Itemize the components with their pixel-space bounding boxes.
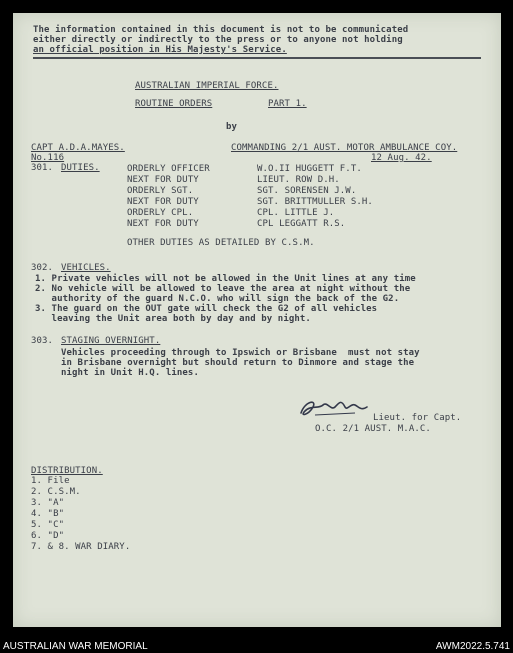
duties-number: 301. bbox=[31, 163, 54, 173]
staging-heading: STAGING OVERNIGHT. bbox=[61, 336, 161, 346]
staging-number: 303. bbox=[31, 336, 54, 346]
order-number: No.116 bbox=[31, 153, 65, 163]
duty-role: ORDERLY SGT. bbox=[127, 186, 194, 196]
duty-person: CPL LEGGATT R.S. bbox=[257, 219, 346, 229]
staging-line: night in Unit H.Q. lines. bbox=[61, 368, 199, 378]
notice-line-1: The information contained in this document is not to be communicated bbox=[33, 25, 409, 35]
vehicles-line: 2. No vehicle will be allowed to leave the area at night without the bbox=[35, 284, 411, 294]
duty-role: NEXT FOR DUTY bbox=[127, 197, 199, 207]
distribution-item: 4. "B" bbox=[31, 509, 65, 519]
staging-line: Vehicles proceeding through to Ipswich or Brisbane must not stay bbox=[61, 348, 420, 358]
duties-heading: DUTIES. bbox=[61, 163, 100, 173]
duty-role: ORDERLY OFFICER bbox=[127, 164, 210, 174]
vehicles-line: 1. Private vehicles will not be allowed in the Unit lines at any time bbox=[35, 274, 416, 284]
notice-line-3: an official position in His Majesty's Service. bbox=[33, 45, 287, 55]
document-page bbox=[13, 13, 501, 627]
distribution-item: 5. "C" bbox=[31, 520, 65, 530]
by-text: by bbox=[226, 122, 238, 132]
handwritten-signature bbox=[295, 393, 375, 423]
duty-role: NEXT FOR DUTY bbox=[127, 175, 199, 185]
notice-line-2: either directly or indirectly to the press or to anyone not holding bbox=[33, 35, 403, 45]
duty-person: CPL. LITTLE J. bbox=[257, 208, 335, 218]
vehicles-line: leaving the Unit area both by day and by night. bbox=[35, 314, 311, 324]
distribution-item: 2. C.S.M. bbox=[31, 487, 81, 497]
distribution-item: 7. & 8. WAR DIARY. bbox=[31, 542, 131, 552]
vehicles-line: 3. The guard on the OUT gate will check the G2 of all vehicles bbox=[35, 304, 378, 314]
other-duties: OTHER DUTIES AS DETAILED BY C.S.M. bbox=[127, 238, 315, 248]
vehicles-line: authority of the guard N.C.O. who will sign the back of the G2. bbox=[35, 294, 400, 304]
duty-person: SGT. SORENSEN J.W. bbox=[257, 186, 357, 196]
distribution-item: 6. "D" bbox=[31, 531, 65, 541]
duty-role: ORDERLY CPL. bbox=[127, 208, 194, 218]
distribution-item: 1. File bbox=[31, 476, 70, 486]
staging-line: in Brisbane overnight but should return to Dinmore and stage the bbox=[61, 358, 415, 368]
distribution-heading: DISTRIBUTION. bbox=[31, 466, 103, 476]
duty-person: LIEUT. ROW D.H. bbox=[257, 175, 340, 185]
vehicles-number: 302. bbox=[31, 263, 54, 273]
archive-credit: AUSTRALIAN WAR MEMORIAL bbox=[3, 641, 148, 652]
duty-person: W.O.II HUGGETT F.T. bbox=[257, 164, 362, 174]
command: COMMANDING 2/1 AUST. MOTOR AMBULANCE COY. bbox=[231, 143, 458, 153]
signature-unit: O.C. 2/1 AUST. M.A.C. bbox=[315, 424, 431, 434]
document-part: PART 1. bbox=[268, 99, 307, 109]
notice-rule bbox=[33, 57, 481, 59]
document-subtitle: ROUTINE ORDERS bbox=[135, 99, 213, 109]
signature-title: Lieut. for Capt. bbox=[373, 413, 462, 423]
vehicles-heading: VEHICLES. bbox=[61, 263, 111, 273]
document-title: AUSTRALIAN IMPERIAL FORCE. bbox=[135, 81, 279, 91]
duty-role: NEXT FOR DUTY bbox=[127, 219, 199, 229]
archive-reference: AWM2022.5.741 bbox=[435, 641, 510, 652]
order-date: 12 Aug. 42. bbox=[371, 153, 432, 163]
duty-person: SGT. BRITTMULLER S.H. bbox=[257, 197, 373, 207]
distribution-item: 3. "A" bbox=[31, 498, 65, 508]
issuer: CAPT A.D.A.MAYES. bbox=[31, 143, 125, 153]
